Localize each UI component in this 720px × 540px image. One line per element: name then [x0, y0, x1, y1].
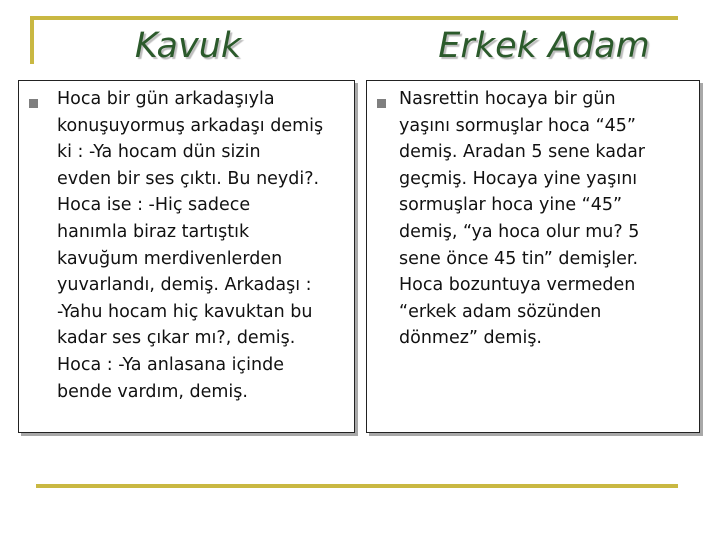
left-text-box: [18, 80, 355, 433]
right-column-title: Erkek Adam: [438, 26, 650, 66]
right-text-box: [366, 80, 700, 433]
left-column-title: Kavuk: [134, 26, 242, 66]
decorative-frame-top: [30, 16, 678, 20]
right-column-text: Nasrettin hocaya bir gün yaşını sormuşlar hoca “45” demiş. Aradan 5 sene kadar geçmiş. Hocaya yine yaşını sormuşlar hoca yine “45” demiş, “ya hoca olur mu? 5 sene önce 45 tin” demişler. Hoca bozuntuya vermeden “erkek adam sözünden dönmez” demiş.: [399, 89, 645, 349]
left-column-text: Hoca bir gün arkadaşıyla konuşuyormuş arkadaşı demiş ki : -Ya hocam dün sizin evden bir ses çıktı. Bu neydi?. Hoca ise : -Hiç sadece hanımla biraz tartıştık kavuğum merdivenlerden yuvarlandı, demiş. Arkadaşı : -Yahu hocam hiç kavuktan bu kadar ses çıkar mı?, demiş. Hoca : -Ya anlasana içinde bende vardım, demiş.: [57, 89, 324, 402]
square-bullet-icon: [29, 99, 38, 108]
square-bullet-icon: [377, 99, 386, 108]
decorative-frame-bottom: [36, 484, 678, 488]
